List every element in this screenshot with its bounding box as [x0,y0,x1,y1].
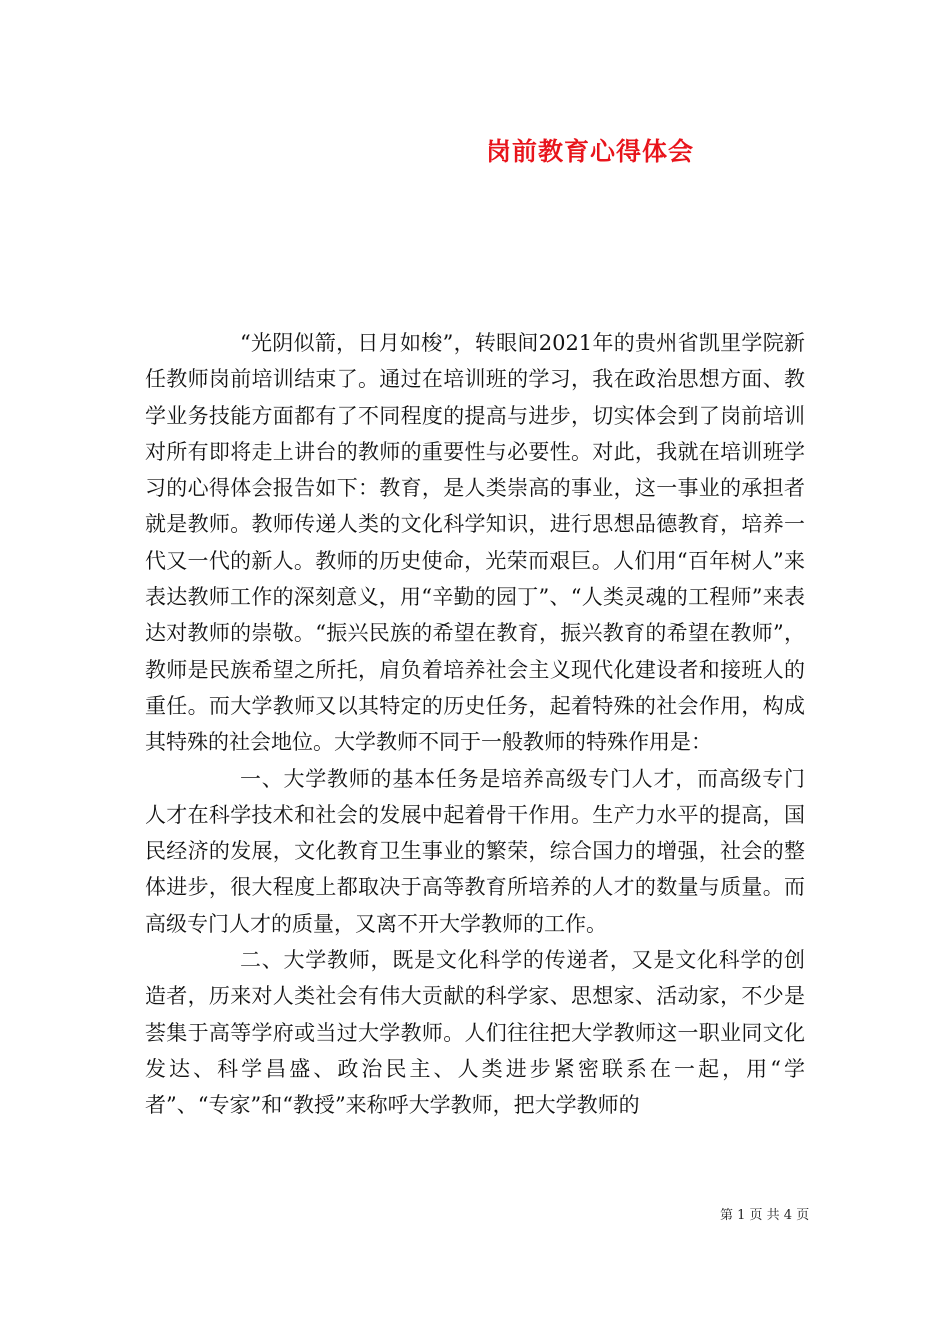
page-number-footer: 第 1 页 共 4 页 [720,1208,810,1223]
document-body [145,325,805,1124]
document-title: 岗前教育心得体会 [485,137,694,166]
paragraph-1: “光阴似箭，日月如梭”，转眼间2021年的贵州省凯里学院新任教师岗前培训结束了。通过在培训班的学习，我在政治思想方面、教学业务技能方面都有了不同程度的提高与进步，切实体会到了岗前培训对所有即将走上讲台的教师的重要性与必要性。对此，我就在培训班学习的心得体会报告如下：教育，是人类崇高的事业，这一事业的承担者就是教师。教师传递人类的文化科学知识，进行思想品德教育，培养一代又一代的新人。教师的历史使命，光荣而艰巨。人们用“百年树人”来表达教师工作的深刻意义，用“辛勤的园丁”、“人类灵魂的工程师”来表达对教师的崇敬。“振兴民族的希望在教育，振兴教育的希望在教师”，教师是民族希望之所托，肩负着培养社会主义现代化建设者和接班人的重任。而大学教师又以其特定的历史任务，起着特殊的社会作用，构成其特殊的社会地位。大学教师不同于一般教师的特殊作用是： [145,331,805,755]
paragraph-3: 二、大学教师，既是文化科学的传递者，又是文化科学的创造者，历来对人类社会有伟大贡献的科学家、思想家、活动家，不少是荟集于高等学府或当过大学教师。人们往往把大学教师这一职业同文化发达、科学昌盛、政治民主、人类进步紧密联系在一起，用“学者”、“专家”和“教授”来称呼大学教师，把大学教师的 [145,948,805,1118]
paragraph-2: 一、大学教师的基本任务是培养高级专门人才，而高级专门人才在科学技术和社会的发展中起着骨干作用。生产力水平的提高，国民经济的发展，文化教育卫生事业的繁荣，综合国力的增强，社会的整体进步，很大程度上都取决于高等教育所培养的人才的数量与质量。而高级专门人才的质量，又离不开大学教师的工作。 [145,766,805,936]
